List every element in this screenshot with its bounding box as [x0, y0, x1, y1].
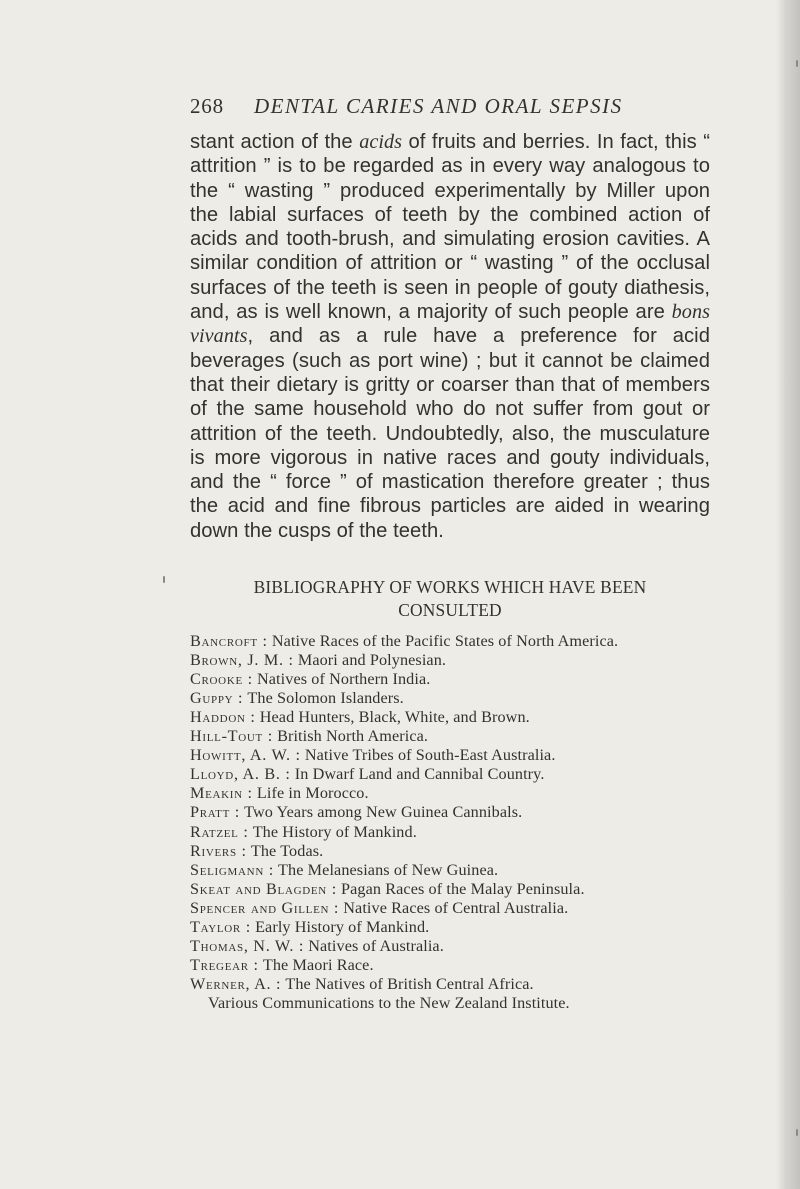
entry-title: The Solomon Islanders.	[247, 689, 404, 708]
entry-title: The Todas.	[250, 841, 324, 860]
bibliography-entry	[190, 651, 710, 670]
entry-title: The Natives of British Central Africa.	[285, 974, 534, 993]
entry-title: Natives of Northern India.	[256, 670, 431, 689]
entry-author: Werner, A. :	[190, 974, 282, 993]
entry-title: Maori and Polynesian.	[297, 651, 447, 670]
bibliography-entry	[190, 975, 710, 994]
bibliography-entry	[190, 689, 710, 708]
italic-acids: acids	[359, 131, 403, 153]
entry-author: Taylor :	[190, 917, 251, 936]
body-text-start: stant action of the	[190, 131, 360, 153]
entry-author: Crooke :	[190, 670, 253, 689]
entry-title: Native Races of Central Australia.	[343, 898, 569, 917]
entry-title: Life in Morocco.	[256, 784, 369, 803]
entry-title: British North America.	[277, 727, 429, 746]
bibliography-entry	[190, 861, 710, 880]
page-number: 268	[190, 94, 224, 118]
page-edge-shadow	[776, 0, 800, 1189]
entry-author: Haddon :	[190, 708, 256, 727]
entry-title: Native Races of the Pacific States of North America.	[271, 632, 619, 651]
entry-author: Skeat and Blagden :	[190, 879, 337, 898]
bibliography-heading	[190, 576, 710, 622]
entry-title: The Maori Race.	[262, 955, 374, 974]
italic-bons-vivants: bons vivants	[190, 301, 710, 348]
bibliography-heading-line-1: BIBLIOGRAPHY OF WORKS WHICH HAVE BEEN	[253, 577, 647, 598]
body-text-middle: of fruits and berries. In fact, this “ attrition ” is to be regarded as in every way analogous to the “ wasting ” produced experimentally by Miller upon the labial surfaces of teeth by the combined action of acids and tooth-brush, and simulating erosion cavities. A similar condition of attrition or “ wasting ” of the occlusal surfaces of the teeth is seen in people of gouty diathesis, and, as is well known, a majority of such people are	[190, 131, 710, 324]
entry-author: Hill-Tout :	[190, 727, 273, 746]
entry-author: Guppy :	[190, 689, 244, 708]
entry-author: Spencer and Gillen :	[190, 898, 340, 917]
entry-title: Head Hunters, Black, White, and Brown.	[259, 708, 530, 727]
bibliography-entry	[190, 880, 710, 899]
entry-title: Native Tribes of South-East Australia.	[304, 746, 556, 765]
bibliography-entry	[190, 937, 710, 956]
entry-author: Bancroft :	[190, 632, 268, 651]
running-head: DENTAL CARIES AND ORAL SEPSIS	[254, 94, 623, 118]
entry-author: Rivers :	[190, 841, 247, 860]
entry-title: Various Communications to the New Zealand Institute.	[208, 993, 570, 1012]
bibliography-heading-line-2: CONSULTED	[398, 600, 502, 621]
page-header	[190, 94, 710, 130]
bibliography-entry	[190, 727, 710, 746]
entry-title: The History of Mankind.	[252, 822, 417, 841]
body-text-end: , and as a rule have a preference for acid beverages (such as port wine) ; but it cannot be claimed that their dietary is gritty or coarser than that of members of the same household who do not suffer from gout or attrition of the teeth. Undoubtedly, also, the musculature is more vigorous in native races and gouty individuals, and the “ force ” of mastication therefore greater ; thus the acid and fine fibrous particles are aided in wearing down the cusps of the teeth.	[190, 325, 710, 542]
entry-title: Early History of Mankind.	[255, 917, 430, 936]
bibliography-entry	[190, 670, 710, 689]
entry-author: Ratzel :	[190, 822, 249, 841]
entry-title: The Melanesians of New Guinea.	[278, 860, 499, 879]
bibliography-entry	[190, 823, 710, 842]
entry-author: Seligmann :	[190, 860, 274, 879]
entry-author: Meakin :	[190, 784, 253, 803]
bibliography-entry	[190, 842, 710, 861]
bibliography-entry	[190, 899, 710, 918]
bibliography-entry	[190, 708, 710, 727]
bibliography-entry	[190, 632, 710, 651]
bibliography-entry	[190, 784, 710, 803]
entry-author: Lloyd, A. B. :	[190, 765, 291, 784]
entry-author: Tregear :	[190, 955, 259, 974]
bibliography-entry	[190, 918, 710, 937]
bibliography-list	[190, 632, 710, 1013]
page-speck	[163, 576, 165, 583]
entry-author: Brown, J. M. :	[190, 651, 294, 670]
bibliography-entry	[190, 994, 710, 1013]
entry-title: In Dwarf Land and Cannibal Country.	[294, 765, 545, 784]
entry-title: Natives of Australia.	[308, 936, 444, 955]
entry-title: Two Years among New Guinea Cannibals.	[244, 803, 523, 822]
bibliography-entry	[190, 765, 710, 784]
entry-author: Pratt :	[190, 803, 240, 822]
bibliography-entry	[190, 956, 710, 975]
entry-author: Howitt, A. W. :	[190, 746, 301, 765]
page-speck	[796, 1129, 798, 1136]
entry-author: Thomas, N. W. :	[190, 936, 305, 955]
bibliography-entry	[190, 803, 710, 822]
page-speck	[796, 60, 798, 67]
entry-title: Pagan Races of the Malay Peninsula.	[341, 879, 585, 898]
page-content	[190, 94, 710, 1013]
bibliography-entry	[190, 746, 710, 765]
body-paragraph	[190, 130, 710, 543]
